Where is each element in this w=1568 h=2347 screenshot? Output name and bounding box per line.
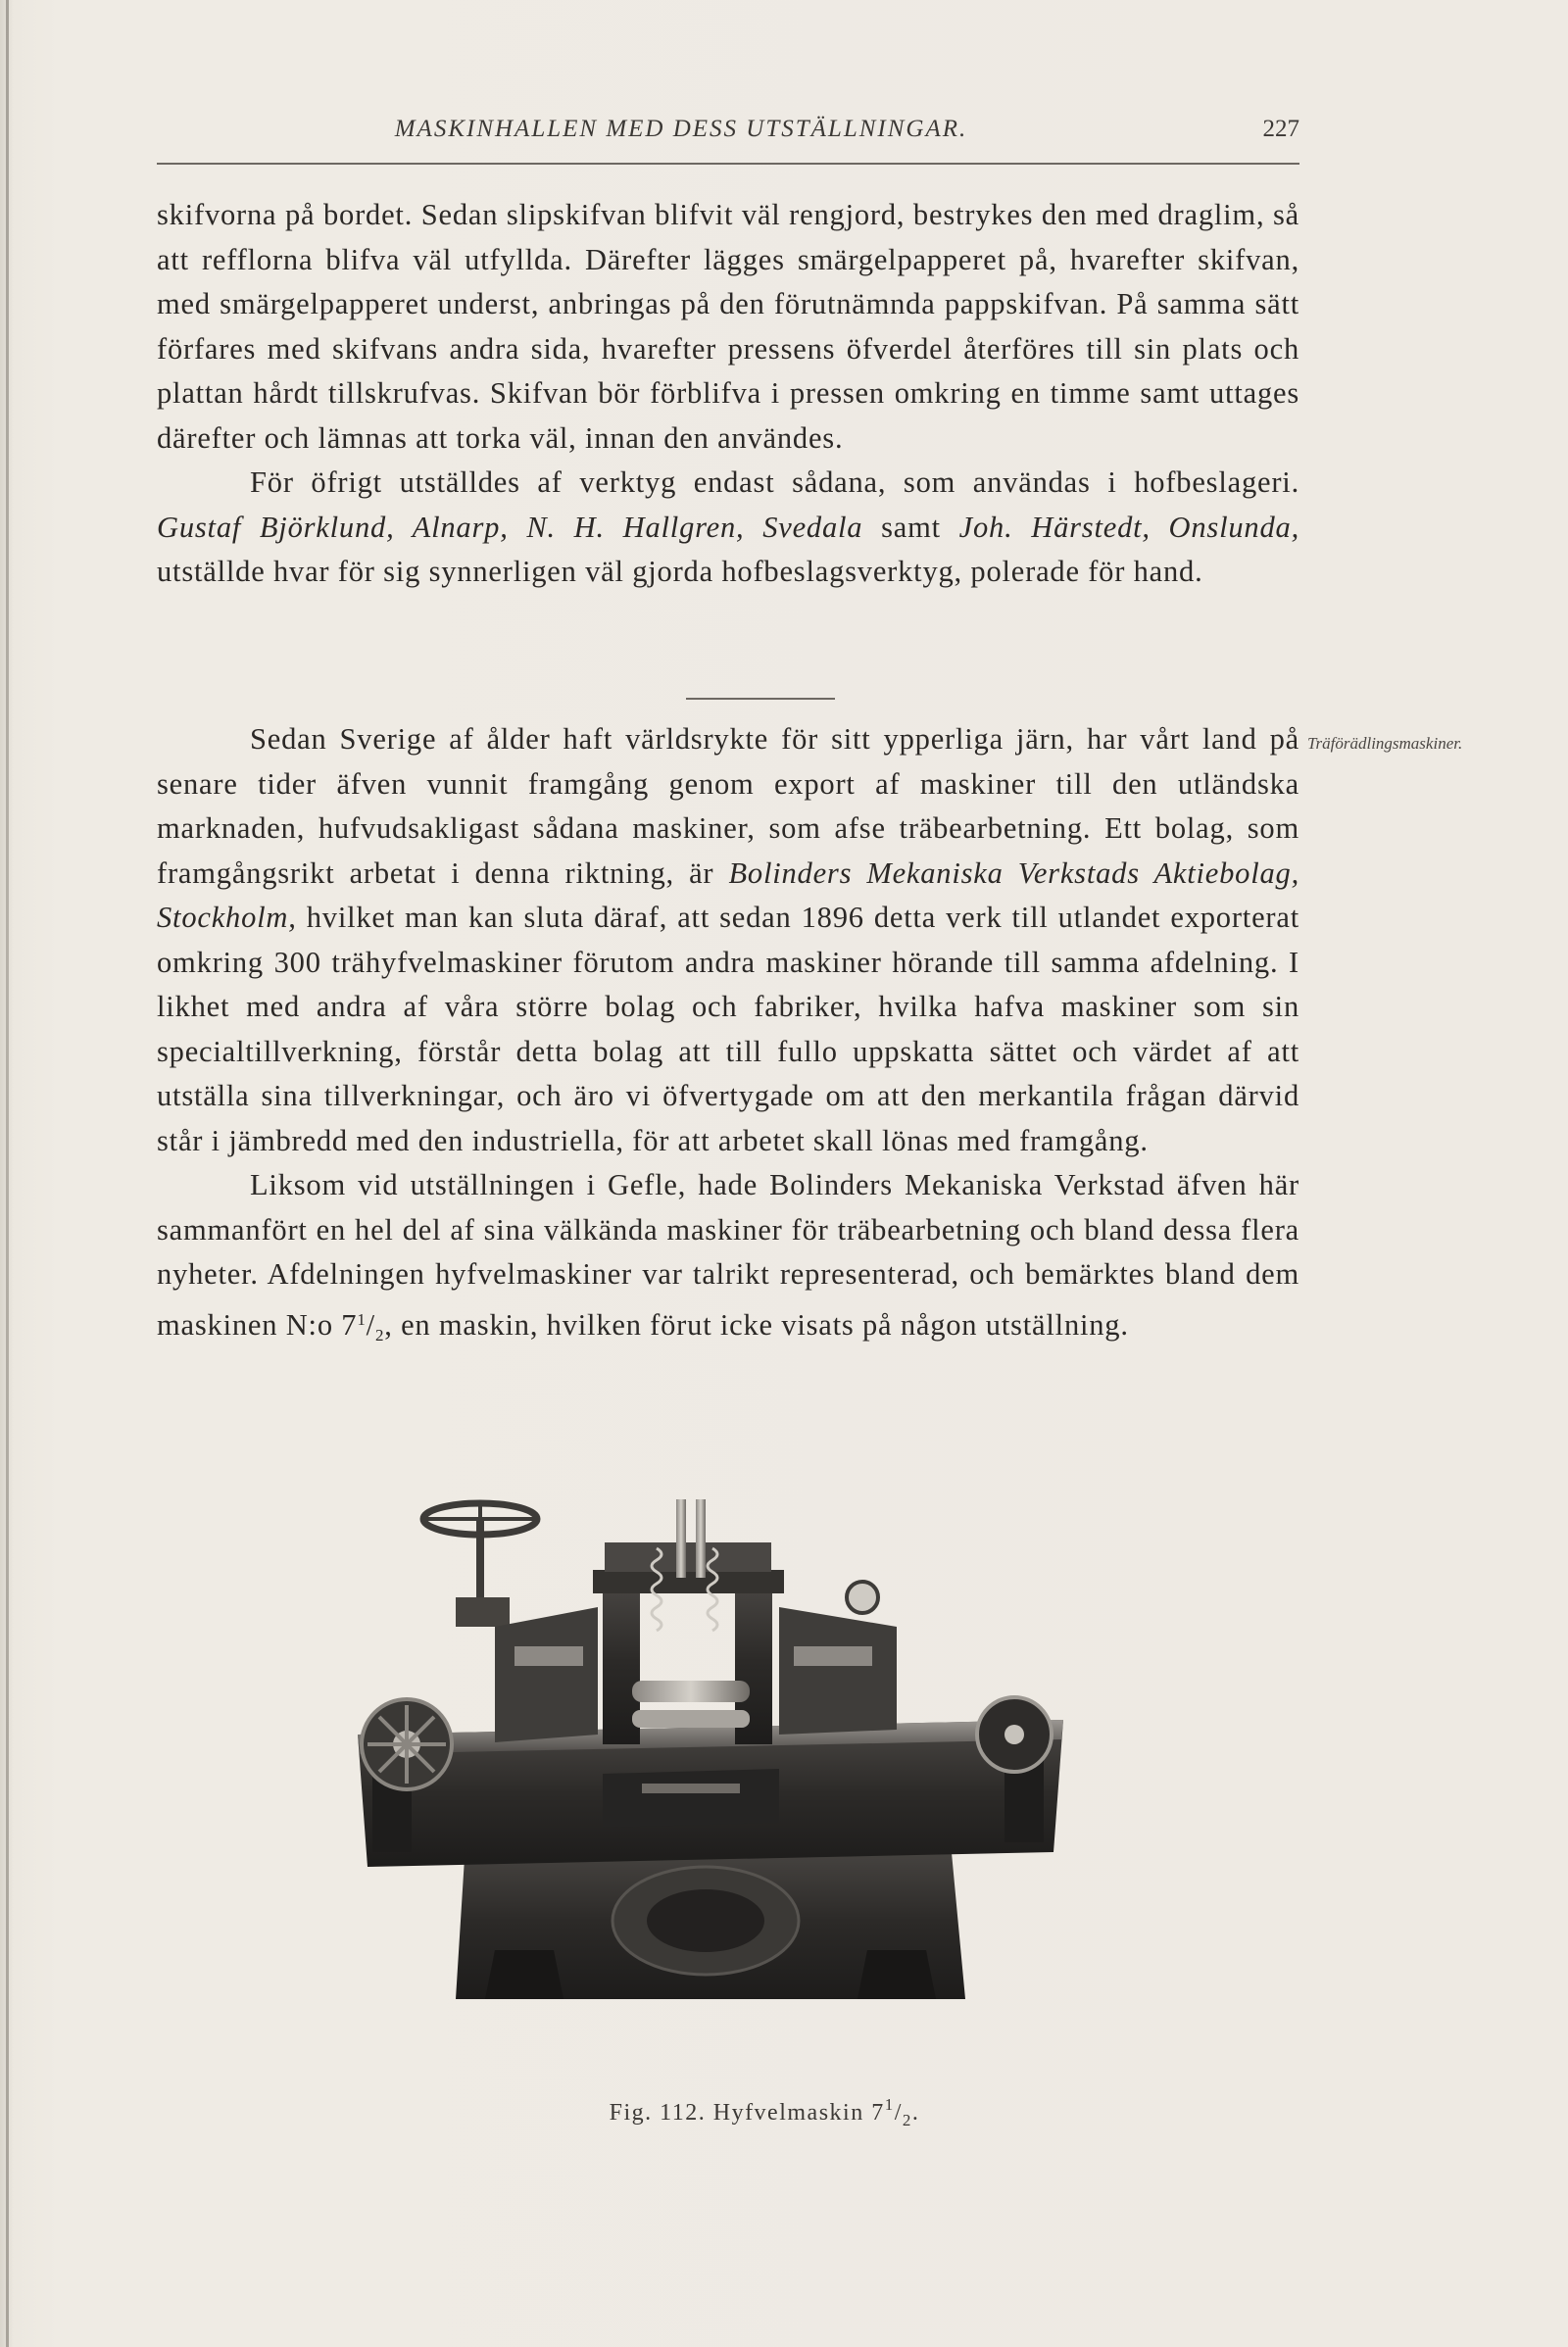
running-header xyxy=(157,114,1299,165)
margin-note: Träförädlingsmaskiner. xyxy=(1307,734,1463,753)
planing-machine-image xyxy=(348,1490,1073,2019)
figure-caption-numerator: 1 xyxy=(884,2095,895,2114)
text-run: / xyxy=(366,1307,375,1342)
text-block-tools xyxy=(157,193,1299,595)
text-block-woodworking xyxy=(157,717,1299,1357)
text-run: skifvorna på bordet. Sedan slipskifvan blifvit väl rengjord, bestrykes den med draglim, så att refflorna blifva väl utfyllda. Därefter lägges smärgelpapperet på, hvarefter skifvan, med smärgelpapperet underst, anbringas på den förutnämnda pappskifvan. På samma sätt förfares med skifvans andra sida, hvarefter pressens öfverdel återföres till sin plats och plattan hårdt tillskrufvas. Skifvan bör förblifva i pressen omkring en timme samt uttages därefter och lämnas att torka väl, innan den användes. xyxy=(157,198,1299,455)
page-number: 227 xyxy=(1262,116,1299,142)
italic-name: Bolinders Mekaniska Verkstads Aktiebolag, Stockholm, xyxy=(157,856,1299,934)
text-run: 2 xyxy=(374,1325,385,1345)
paragraph xyxy=(157,193,1299,461)
paragraph xyxy=(157,461,1299,595)
text-run: , en maskin, hvilken förut icke visats på någon utställning. xyxy=(384,1307,1129,1342)
paragraph xyxy=(157,717,1299,1163)
text-run: samt xyxy=(862,510,959,544)
text-run: För öfrigt utställdes af verktyg endast sådana, som användas i hofbeslageri. xyxy=(250,465,1299,499)
section-divider xyxy=(686,698,835,700)
machine-illustration xyxy=(348,1490,1073,2019)
running-title: MASKINHALLEN MED DESS UTSTÄLLNINGAR. xyxy=(394,116,968,142)
binding-edge xyxy=(6,0,9,2347)
italic-name: Gustaf Björklund, Alnarp, N. H. Hallgren, Svedala xyxy=(157,510,863,544)
text-run: utställde hvar för sig synnerligen väl gjorda hofbeslagsverktyg, polerade för hand. xyxy=(157,555,1203,588)
figure-caption-end: . xyxy=(911,2100,920,2126)
italic-name: Joh. Härstedt, Onslunda, xyxy=(958,510,1299,544)
figure-caption: Fig. 112. Hyfvelmaskin $7^1/_2$. xyxy=(609,2095,920,2129)
figure-caption-text: Fig. 112. Hyfvelmaskin 7 xyxy=(609,2100,885,2126)
text-run: 1 xyxy=(357,1309,367,1329)
paragraph xyxy=(157,1163,1299,1357)
text-run: Liksom vid utställningen i Gefle, hade Bolinders Mekaniska Verkstad äfven här sammanfört en hel del af sina välkända maskiner för träbearbetning och bland dessa flera nyheter. Afdelningen hyfvelmaskiner var talrikt representerad, och bemärktes bland dem maskinen N:o 7 xyxy=(157,1168,1299,1342)
figure-caption-denominator: 2 xyxy=(902,2111,912,2129)
text-run: hvilket man kan sluta däraf, att sedan 1896 detta verk till utlandet exporterat omkring 300 trähyfvelmaskiner förutom andra maskiner hörande till samma afdelning. I likhet med andra af våra större bolag och fabriker, hvilka hafva maskiner som sin specialtillverkning, förstår detta bolag att till fullo uppskatta sättet och värdet af att utställa sina tillverkningar, och äro vi öfvertygade om att den merkantila frågan därvid står i jämbredd med den industriella, för att arbetet skall lönas med framgång. xyxy=(157,901,1299,1157)
text-run: Sedan Sverige af ålder haft världsrykte för sitt ypperliga järn, har vårt land på senare tider äfven vunnit framgång genom export af maskiner till den utländska marknaden, hufvudsakligast sådana maskiner, som afse träbearbetning. Ett bolag, som framgångsrikt arbetat i denna riktning, är xyxy=(157,722,1299,890)
